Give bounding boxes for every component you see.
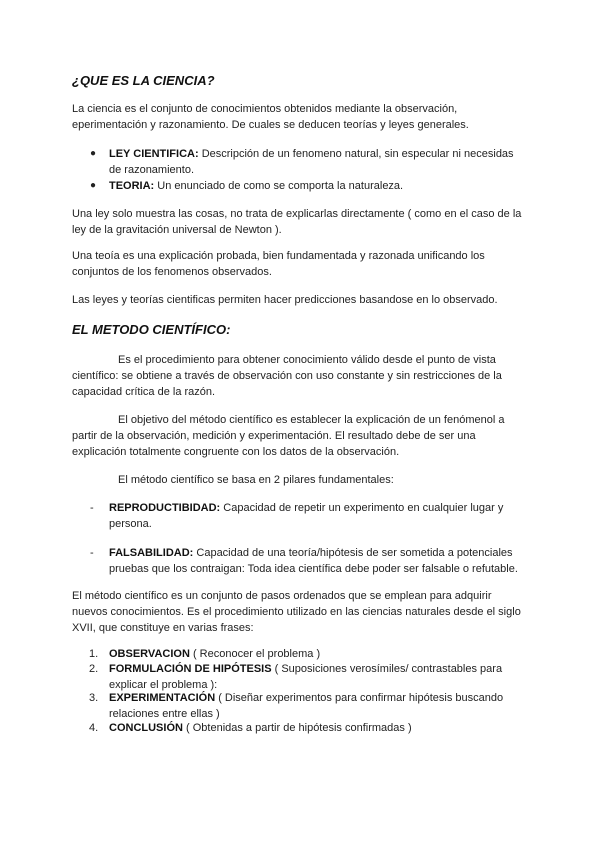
bullet-text: Un enunciado de como se comporta la naturaleza. — [154, 180, 404, 192]
paragraph-objetivo: El objetivo del método científico es establecer la explicación de un fenómenol a partir de la observación, medición y experimentación. El resultado debe de ser una explicación totalmente congruente con los datos de la observación. — [72, 414, 505, 458]
paragraph-pasos: El método científico es un conjunto de pasos ordenados que se emplean para adquirir nuevos conocimientos. Es el procedimiento utilizado en las ciencias naturales desde el siglo XVII, que constituye en varias frases: — [72, 590, 521, 634]
step-label: EXPERIMENTACIÓN — [109, 692, 216, 704]
pillar-text: Capacidad de repetir un experimento en cualquier lugar y persona. — [109, 502, 504, 530]
bullet-label: TEORIA: — [109, 180, 155, 192]
step-label: FORMULACIÓN DE HIPÓTESIS — [109, 663, 272, 675]
paragraph-intro: La ciencia es el conjunto de conocimientos obtenidos mediante la observación, eperimentación y razonamiento. De cuales se deducen teorías y leyes generales. — [72, 103, 469, 131]
step-number: 3. — [89, 692, 99, 704]
step-text: ( Diseñar experimentos para confirmar hipótesis buscando relaciones entre ellas ) — [109, 692, 504, 720]
section-title-metodo: EL METODO CIENTÍFICO: — [72, 322, 231, 337]
bullet-icon: ● — [90, 180, 97, 191]
paragraph-teoria: Una teoía es una explicación probada, bien fundamentada y razonada unificando los conjuntos de los fenomenos observados. — [72, 250, 485, 278]
paragraph-pilares: El método científico se basa en 2 pilares fundamentales: — [118, 474, 394, 486]
pillar-text: Capacidad de una teoría/hipótesis de ser sometida a potenciales pruebas que los contraigan: Toda idea científica debe poder ser falsable o refutable. — [109, 547, 518, 575]
step-label: CONCLUSIÓN — [109, 722, 183, 734]
pillar-label: REPRODUCTIBIDAD: — [109, 502, 221, 514]
step-number: 2. — [89, 663, 99, 675]
step-label: OBSERVACION — [109, 648, 190, 660]
section-title-ciencia: ¿QUE ES LA CIENCIA? — [72, 73, 215, 88]
dash-marker: - — [90, 502, 94, 514]
step-text: ( Suposiciones verosímiles/ contrastables para explicar el problema ): — [109, 663, 503, 691]
step-text: ( Obtenidas a partir de hipótesis confirmadas ) — [182, 722, 412, 734]
pillar-label: FALSABILIDAD: — [109, 547, 194, 559]
bullet-icon: ● — [90, 148, 97, 159]
step-text: ( Reconocer el problema ) — [189, 648, 321, 660]
paragraph-predicciones: Las leyes y teorías cientificas permiten hacer predicciones basandose en lo observado. — [72, 294, 498, 306]
paragraph-ley: Una ley solo muestra las cosas, no trata de explicarlas directamente ( como en el caso de la ley de la gravitación universal de Newton ). — [72, 208, 522, 236]
dash-marker: - — [90, 547, 94, 559]
step-number: 1. — [89, 648, 99, 660]
bullet-text: Descripción de un fenomeno natural, sin especular ni necesidas de razonamiento. — [109, 148, 514, 176]
paragraph-procedimiento: Es el procedimiento para obtener conocimiento válido desde el punto de vista científico: se obtiene a través de observación con uso constante y sin restricciones de la capacidad crítica de la razón. — [72, 354, 502, 398]
step-number: 4. — [89, 722, 99, 734]
bullet-label: LEY CIENTIFICA: — [109, 148, 199, 160]
